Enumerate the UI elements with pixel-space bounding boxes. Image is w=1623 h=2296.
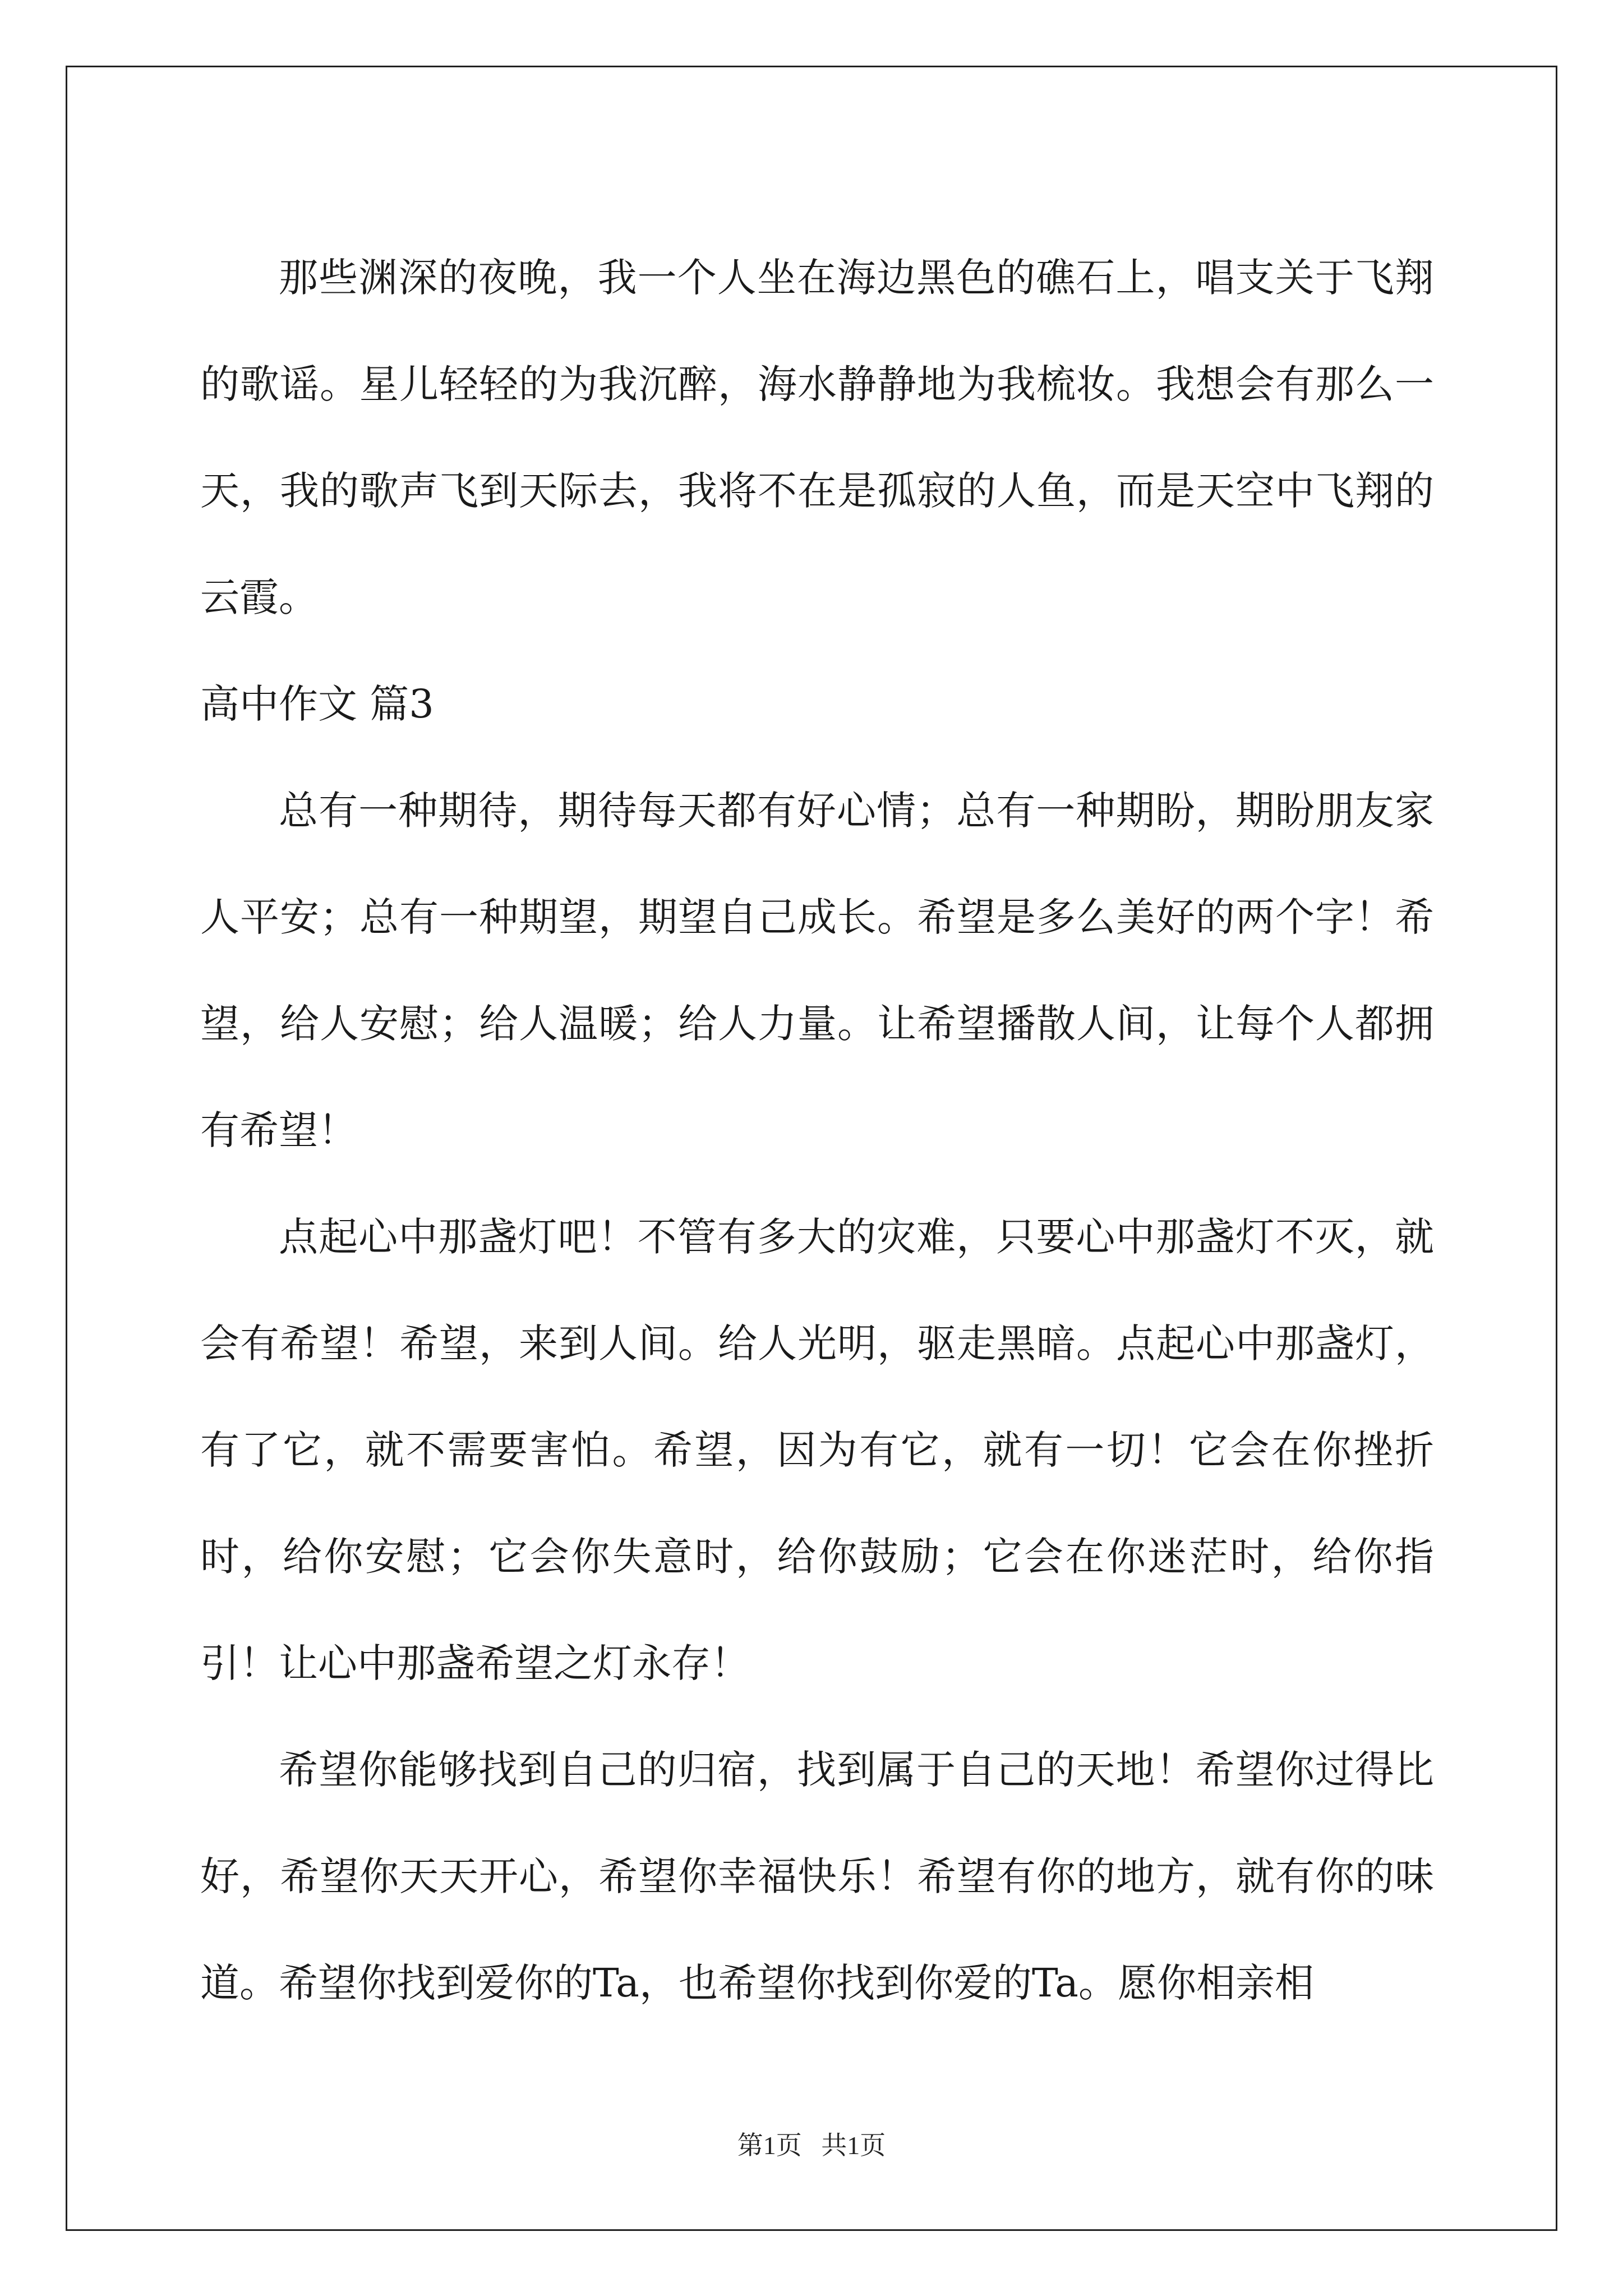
paragraph-1: 那些渊深的夜晚，我一个人坐在海边黑色的礁石上，唱支关于飞翔的歌谣。星儿轻轻的为我沉醉，海水静静地为我梳妆。我想会有那么一天，我的歌声飞到天际去，我将不在是孤寂的人鱼，而是天空中飞翔的云霞。 — [200, 255, 1434, 620]
document-body — [200, 224, 1434, 2036]
section-heading: 高中作文 篇3 — [200, 681, 434, 727]
page-total: 共1页 — [821, 2131, 886, 2160]
paragraph-4: 希望你能够找到自己的归宿，找到属于自己的天地！希望你过得比好，希望你天天开心，希望你幸福快乐！希望有你的地方，就有你的味道。希望你找到爱你的Ta，也希望你找到你爱的Ta。愿你相亲相 — [200, 1747, 1434, 2006]
page-footer — [0, 2129, 1623, 2162]
paragraph-3: 点起心中那盏灯吧！不管有多大的灾难，只要心中那盏灯不灭，就会有希望！希望，来到人间。给人光明，驱走黑暗。点起心中那盏灯，有了它，就不需要害怕。希望，因为有它，就有一切！它会在你挫折时，给你安慰；它会你失意时，给你鼓励；它会在你迷茫时，给你指引！让心中那盏希望之灯永存！ — [200, 1214, 1434, 1686]
paragraph-2: 总有一种期待，期待每天都有好心情；总有一种期盼，期盼朋友家人平安；总有一种期望，期望自己成长。希望是多么美好的两个字！希望，给人安慰；给人温暖；给人力量。让希望播散人间，让每个人都拥有希望！ — [200, 788, 1434, 1153]
page-number: 第1页 — [737, 2131, 802, 2160]
